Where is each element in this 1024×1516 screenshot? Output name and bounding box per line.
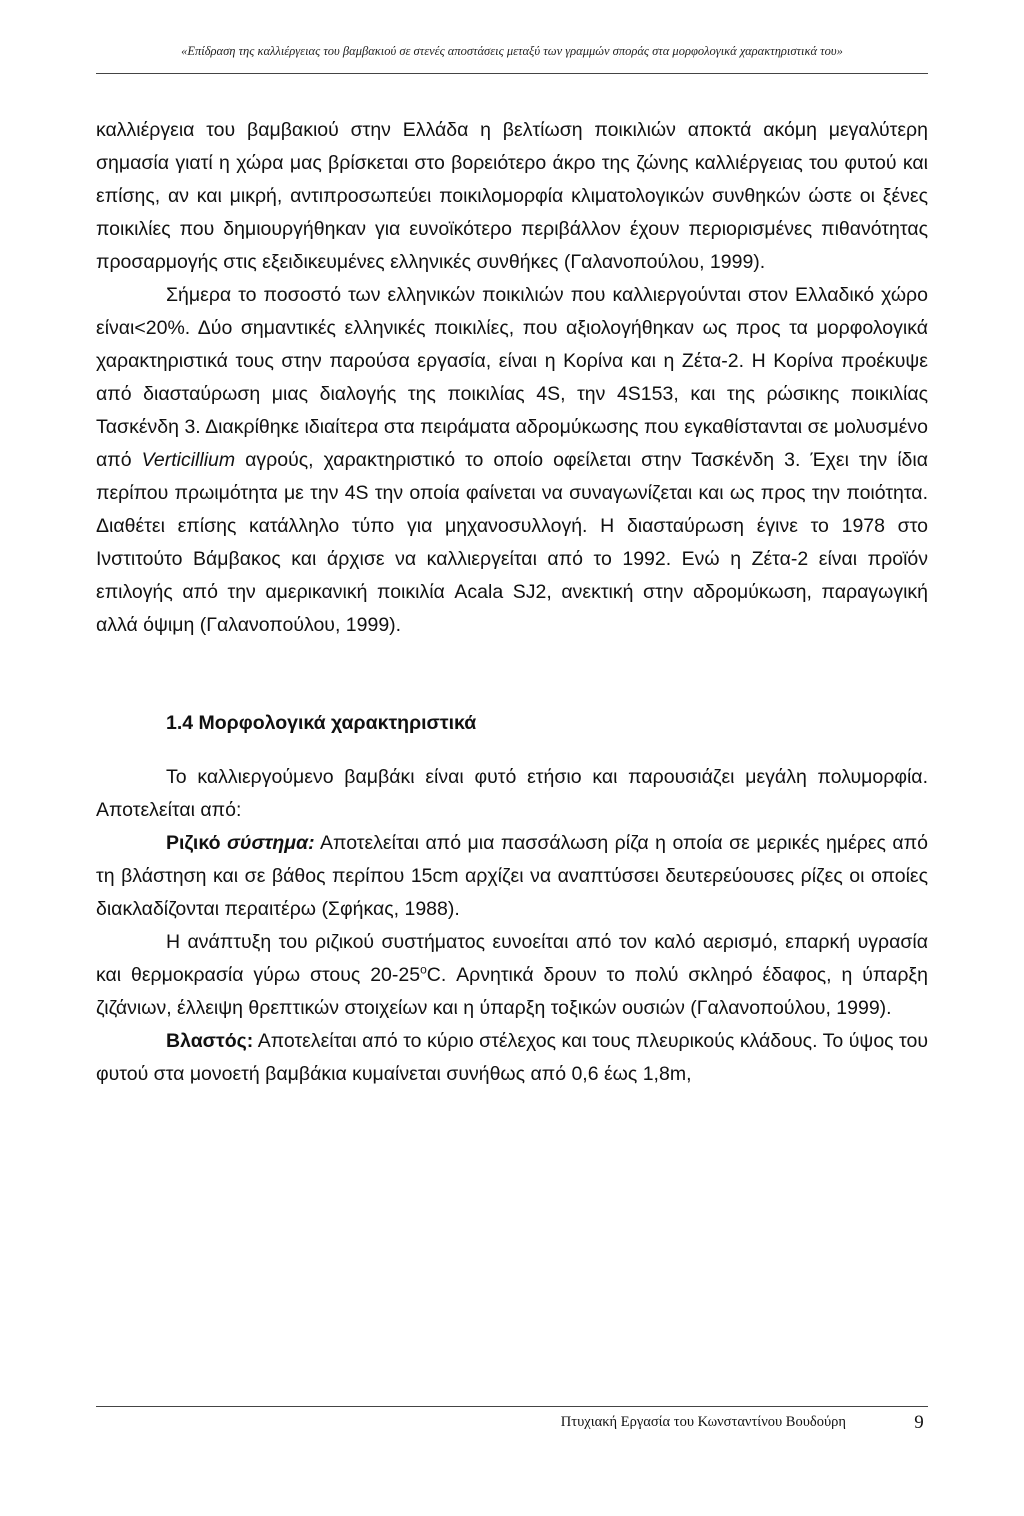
degree-superscript: o <box>420 962 427 977</box>
paragraph-cotton-breeding: καλλιέργεια του βαμβακιού στην Ελλάδα η βελτίωση ποικιλιών αποκτά ακόμη μεγαλύτερη σημασία γιατί η χώρα μας βρίσκεται στο βορειότερο άκρο της ζώνης καλλιέργειας του φυτού και επίσης, αν και μικρή, αντιπροσωπεύει ποικιλομορφία κλιματολογικών συνθηκών ώστε οι ξένες ποικιλίες που δημιουργήθηκαν για ευνοϊκότερο περιβάλλον έχουν περιορισμένες πιθανότητας προσαρμογής στις εξειδικευμένες ελληνικές συνθήκες (Γαλανοπούλου, 1999). <box>96 119 928 273</box>
body-text <box>96 114 928 1091</box>
stem-term: Βλαστός: <box>166 1030 254 1052</box>
root-development-text-cont: C. Αρνητικά δρουν το πολύ σκληρό έδαφος, η ύπαρξη ζιζάνιων, έλλειψη θρεπτικών στοιχείων και η ύπαρξη τοξικών ουσιών (Γαλανοπούλου, 1999). <box>96 964 928 1019</box>
paragraph-root-development <box>96 926 928 1025</box>
header-divider <box>96 73 928 74</box>
paragraph-section-intro: Το καλλιεργούμενο βαμβάκι είναι φυτό ετήσιο και παρουσιάζει μεγάλη πολυμορφία. Αποτελείται από: <box>96 766 928 821</box>
paragraph-greek-varieties-text: Σήμερα το ποσοστό των ελληνικών ποικιλιών που καλλιεργούνται στον Ελλαδικό χώρο είναι<20%. Δύο σημαντικές ελληνικές ποικιλίες, που αξιολογήθηκαν ως προς τα μορφολογικά χαρακτηριστικά τους στην παρούσα εργασία, είναι η Κορίνα και η Ζέτα-2. Η Κορίνα προέκυψε από διασταύρωση μιας διαλογής της ποικιλίας 4S, την 4S153, και της ρώσικης ποικιλίας Τασκένδη 3. Διακρίθηκε ιδιαίτερα στα πειράματα αδρομύκωσης που εγκαθίστανται σε μολυσμένο από <box>96 284 928 471</box>
running-header: «Επίδραση της καλλιέργειας του βαμβακιού σε στενές αποστάσεις μεταξύ των γραμμών σποράς στα μορφολογικά χαρακτηριστικά του» <box>181 44 843 58</box>
root-system-term: Ριζικό <box>166 832 221 854</box>
stem-text: Αποτελείται από το κύριο στέλεχος και τους πλευρικούς κλάδους. Το ύψος του φυτού στα μονοετή βαμβάκια κυμαίνεται συνήθως από 0,6 έως 1,8m, <box>96 1030 928 1085</box>
paragraph-greek-varieties <box>96 279 928 642</box>
root-system-term-italic: σύστημα: <box>226 832 315 854</box>
paragraph-greek-varieties-text-cont: αγρούς, χαρακτηριστικό το οποίο οφείλεται στην Τασκένδη 3. Έχει την ίδια περίπου πρωιμότητα με την 4S την οποία φαίνεται να συναγωνίζεται και ως προς την ποιότητα. Διαθέτει επίσης κατάλληλο τύπο για μηχανοσυλλογή. Η διασταύρωση έγινε το 1978 στο Ινστιτούτο Βάμβακος και άρχισε να καλλιεργείται από το 1992. Ενώ η Ζέτα-2 είναι προϊόν επιλογής από την αμερικανική ποικιλία Acala SJ2, ανεκτική στην αδρομύκωση, παραγωγική αλλά όψιμη (Γαλανοπούλου, 1999). <box>96 449 929 636</box>
footer-author: Πτυχιακή Εργασία του Κωνσταντίνου Βουδούρη <box>560 1414 846 1430</box>
footer-divider <box>96 1406 928 1407</box>
root-system-text: Αποτελείται από μια πασσάλωση ρίζα η οποία σε μερικές ημέρες από τη βλάστηση και σε βάθος περίπου 15cm αρχίζει να αναπτύσσει δευτερεύουσες ρίζες οι οποίες διακλαδίζονται περαιτέρω (Σφήκας, 1988). <box>96 832 929 920</box>
scientific-name: Verticillium <box>141 449 236 471</box>
page-number: 9 <box>914 1412 924 1433</box>
paragraph-root-system <box>96 827 928 926</box>
root-development-text: Η ανάπτυξη του ριζικού συστήματος ευνοείται από τον καλό αερισμό, επαρκή υγρασία και θερμοκρασία γύρω στους 20-25 <box>96 931 928 986</box>
paragraph-stem <box>96 1025 928 1091</box>
section-heading: 1.4 Μορφολογικά χαρακτηριστικά <box>166 712 477 734</box>
